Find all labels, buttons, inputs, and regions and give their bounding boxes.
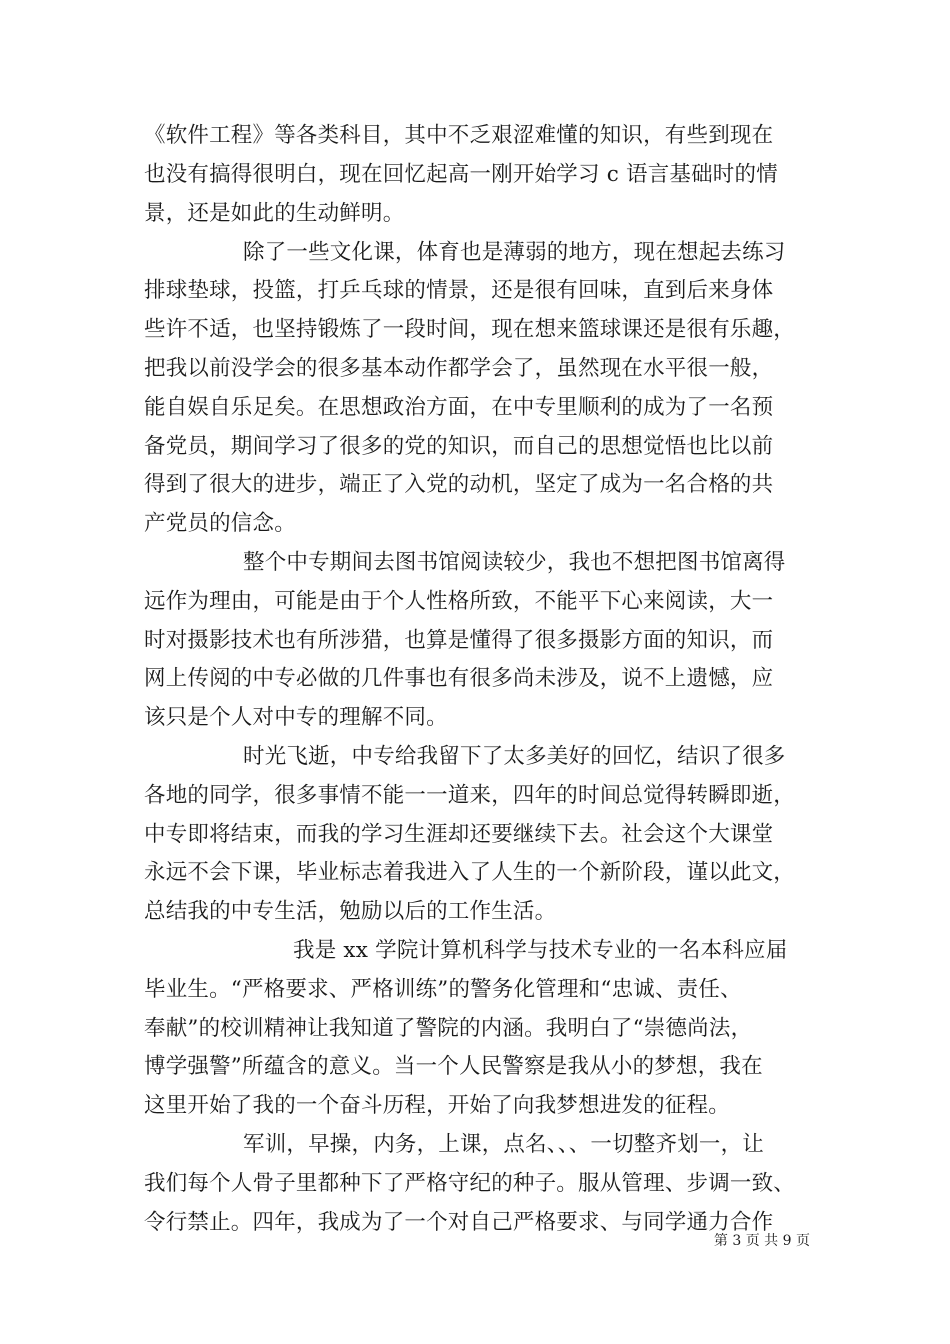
text-line: 整个中专期间去图书馆阅读较少，我也不想把图书馆离得	[243, 550, 786, 575]
text-line: 《软件工程》等各类科目，其中不乏艰涩难懂的知识，有些到现在	[144, 123, 774, 148]
page-number: 第 3 页 共 9 页	[713, 1233, 810, 1249]
text-line: 除了一些文化课，体育也是薄弱的地方，现在想起去练习	[243, 240, 786, 265]
text-line: 远作为理由，可能是由于个人性格所致，不能平下心来阅读，大一	[144, 589, 774, 614]
text-line: 博学强警”所蕴含的意义。当一个人民警察是我从小的梦想，我在	[144, 1054, 763, 1079]
text-line: 该只是个人对中专的理解不同。	[144, 705, 448, 730]
text-line: 这里开始了我的一个奋斗历程，开始了向我梦想进发的征程。	[144, 1093, 730, 1118]
text-line: 网上传阅的中专必做的几件事也有很多尚未涉及，说不上遗憾，应	[144, 666, 774, 691]
text-line: 奉献”的校训精神让我知道了警院的内涵。我明白了“崇德尚法，	[144, 1016, 753, 1041]
text-line: 能自娱自乐足矣。在思想政治方面，在中专里顺利的成为了一名预	[144, 395, 774, 420]
text-line: 景，还是如此的生动鲜明。	[144, 201, 405, 226]
text-line: 中专即将结束，而我的学习生涯却还要继续下去。社会这个大课堂	[144, 822, 774, 847]
text-line: 我是 xx 学院计算机科学与技术专业的一名本科应届	[293, 938, 788, 963]
text-line: 排球垫球，投篮，打乒乓球的情景，还是很有回味，直到后来身体	[144, 278, 774, 303]
text-line: 令行禁止。四年，我成为了一个对自己严格要求、与同学通力合作	[144, 1210, 774, 1235]
text-line: 我们每个人骨子里都种下了严格守纪的种子。服从管理、步调一致、	[144, 1171, 796, 1196]
text-line: 毕业生。“严格要求、严格训练”的警务化管理和“忠诚、责任、	[144, 977, 742, 1002]
text-line: 产党员的信念。	[144, 511, 296, 536]
text-line: 时对摄影技术也有所涉猎，也算是懂得了很多摄影方面的知识，而	[144, 628, 774, 653]
text-line: 把我以前没学会的很多基本动作都学会了，虽然现在水平很一般，	[144, 356, 774, 381]
text-line: 备党员，期间学习了很多的党的知识，而自己的思想觉悟也比以前	[144, 434, 774, 459]
text-line: 也没有搞得很明白，现在回忆起高一刚开始学习 c 语言基础时的情	[144, 162, 778, 187]
text-line: 得到了很大的进步，端正了入党的动机，坚定了成为一名合格的共	[144, 472, 774, 497]
text-line: 各地的同学，很多事情不能一一道来，四年的时间总觉得转瞬即逝，	[144, 783, 796, 808]
text-line: 些许不适，也坚持锻炼了一段时间，现在想来篮球课还是很有乐趣，	[144, 317, 796, 342]
text-line: 时光飞逝，中专给我留下了太多美好的回忆，结识了很多	[243, 744, 786, 769]
text-line: 永远不会下课，毕业标志着我进入了人生的一个新阶段，谨以此文，	[144, 860, 796, 885]
text-line: 总结我的中专生活，勉励以后的工作生活。	[144, 899, 557, 924]
text-line: 军训，早操，内务，上课，点名、、、一切整齐划一，让	[243, 1132, 765, 1157]
